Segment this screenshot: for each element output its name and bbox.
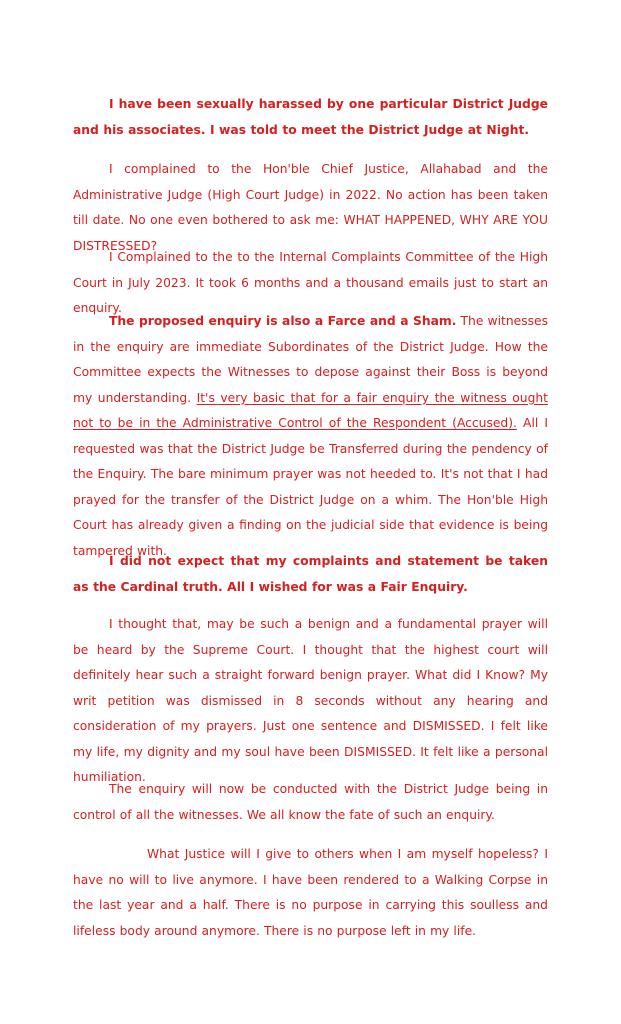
bold-phrase: The proposed enquiry is also a Farce and a Sham. bbox=[109, 314, 457, 328]
paragraph-text: I Complained to the to the Internal Complaints Committee of the High Court in July 2023. It took 6 months and a thousand emails just to start an enquiry. bbox=[73, 250, 548, 315]
text-segment: All I requested was that the District Judge be Transferred during the pendency of the Enquiry. The bare minimum prayer was not heeded to. It's not that I had prayed for the transfer of the District Judge on a whim. The Hon'ble High Court has already given a finding on the judicial side that evidence is being tampered with. bbox=[73, 416, 548, 558]
paragraph-fair-enquiry-wish bbox=[73, 549, 548, 600]
text-segment: The witnesses in the enquiry are immediate Subordinates of the District Judge. How the Committee expects the Witnesses to depose against their Boss is beyond my understanding. bbox=[73, 314, 548, 405]
paragraph-hopelessness bbox=[73, 842, 548, 944]
paragraph-enquiry-farce bbox=[73, 309, 548, 564]
paragraph-enquiry-control bbox=[73, 777, 548, 828]
paragraph-text: What Justice will I give to others when I am myself hopeless? I have no will to live anymore. I have been rendered to a Walking Corpse in the last year and a half. There is no purpose in carrying this soulless and lifeless body around anymore. There is no purpose left in my life. bbox=[73, 847, 548, 938]
paragraph-text: The enquiry will now be conducted with the District Judge being in control of all the witnesses. We all know the fate of such an enquiry. bbox=[73, 782, 548, 822]
paragraph-complaint-chief-justice bbox=[73, 157, 548, 259]
paragraph-text: I thought that, may be such a benign and a fundamental prayer will be heard by the Supreme Court. I thought that the highest court will definitely hear such a straight forward benign prayer. What did I Know? My writ petition was dismissed in 8 seconds without any hearing and consideration of my prayers. Just one sentence and DISMISSED. I felt like my life, my dignity and my soul have been DISMISSED. It felt like a personal humiliation. bbox=[73, 617, 548, 784]
paragraph-text bbox=[73, 309, 548, 564]
paragraph-supreme-court-dismissal bbox=[73, 612, 548, 791]
underlined-phrase: It's very basic that for a fair enquiry the witness ought not to be in the Administrative Control of the Respondent (Accused). bbox=[73, 390, 548, 430]
paragraph-text: I complained to the Hon'ble Chief Justice, Allahabad and the Administrative Judge (High Court Judge) in 2022. No action has been taken till date. No one even bothered to ask me: WHAT HAPPENED, WHY ARE YOU DISTRESSED? bbox=[73, 162, 548, 253]
paragraph-text: I did not expect that my complaints and statement be taken as the Cardinal truth. All I wished for was a Fair Enquiry. bbox=[73, 554, 548, 594]
paragraph-text: I have been sexually harassed by one particular District Judge and his associates. I was told to meet the District Judge at Night. bbox=[73, 97, 548, 137]
paragraph-harassment-statement bbox=[73, 92, 548, 143]
